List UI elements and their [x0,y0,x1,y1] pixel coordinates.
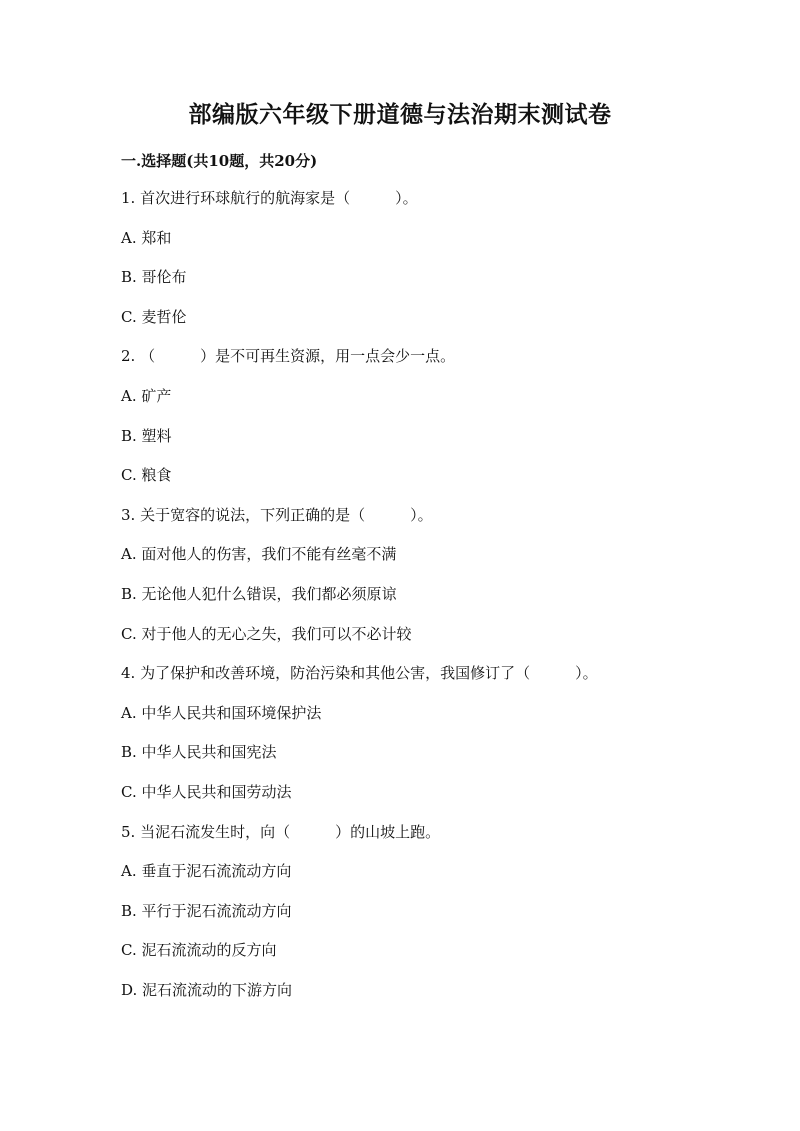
question-1-option-a: A. 郑和 [121,228,172,247]
question-2-stem: 2. （ ）是不可再生资源，用一点会少一点。 [121,347,456,366]
section-heading: 一.选择题(共10题，共20分) [121,152,318,170]
question-2-option-a: A. 矿产 [121,386,172,405]
question-3-stem: 3. 关于宽容的说法，下列正确的是（ ）。 [121,505,433,524]
question-3-option-a: A. 面对他人的伤害，我们不能有丝毫不满 [121,545,397,564]
exam-title: 部编版六年级下册道德与法治期末测试卷 [188,101,612,128]
question-4-option-a: A. 中华人民共和国环境保护法 [121,703,322,722]
question-3-option-c: C. 对于他人的无心之失，我们可以不必计较 [121,624,412,643]
question-3-option-b: B. 无论他人犯什么错误，我们都必须原谅 [121,584,397,603]
question-list [121,188,721,1019]
question-1-option-c: C. 麦哲伦 [121,307,187,326]
question-2-option-b: B. 塑料 [121,426,172,445]
question-2-option-c: C. 粮食 [121,466,172,485]
question-5-option-a: A. 垂直于泥石流流动方向 [121,862,292,881]
question-5-option-b: B. 平行于泥石流流动方向 [121,901,292,920]
question-1-stem: 1. 首次进行环球航行的航海家是（ ）。 [121,189,418,207]
question-1-option-b: B. 哥伦布 [121,268,187,287]
question-4-option-c: C. 中华人民共和国劳动法 [121,782,292,801]
question-5-option-d: D. 泥石流流动的下游方向 [121,980,293,999]
question-4-stem: 4. 为了保护和改善环境，防治污染和其他公害，我国修订了（ ）。 [121,664,598,683]
question-5-option-c: C. 泥石流流动的反方向 [121,941,277,960]
question-5-stem: 5. 当泥石流发生时，向（ ）的山坡上跑。 [121,822,441,841]
question-4-option-b: B. 中华人民共和国宪法 [121,743,277,762]
